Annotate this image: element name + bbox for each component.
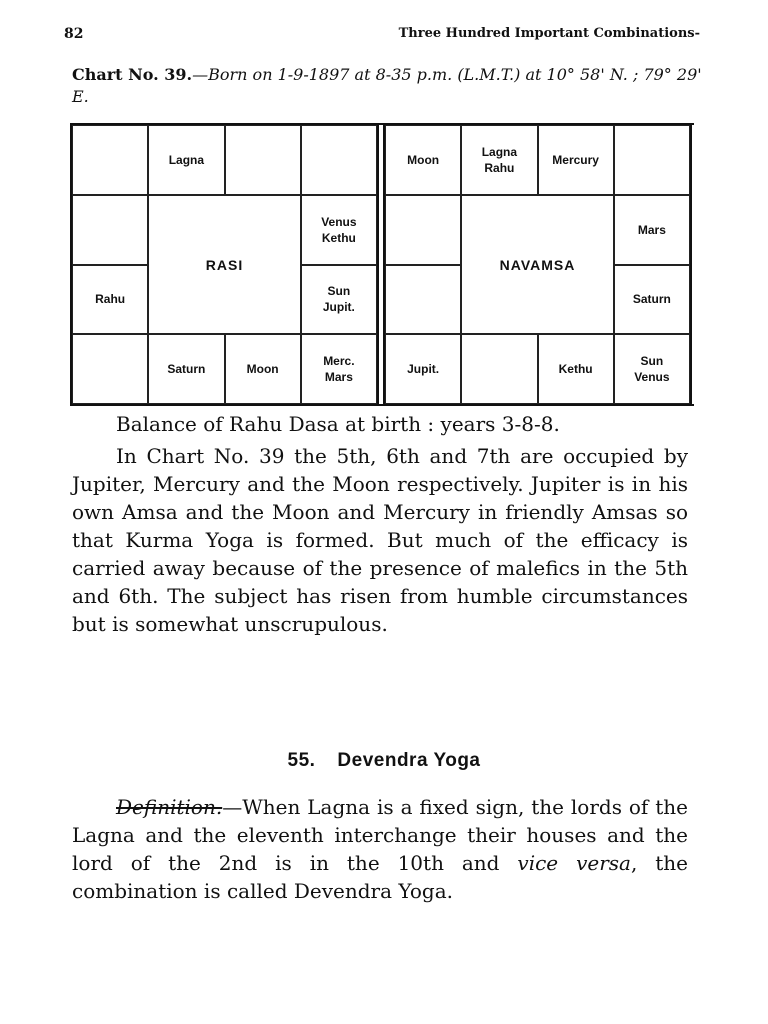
navamsa-house-r4c4: Sun Venus	[614, 334, 690, 404]
rasi-house-r1c1	[72, 125, 148, 195]
definition-label: Definition.	[116, 795, 223, 819]
navamsa-house-r1c4	[614, 125, 690, 195]
navamsa-house-r4c3: Kethu	[538, 334, 614, 404]
birth-details: —Born on 1-9-1897 at 8-35 p.m. (L.M.T.) at 10° 58' N. ; 79° 29' E.	[72, 65, 702, 106]
rasi-house-r1c3	[225, 125, 301, 195]
navamsa-house-r4c1: Jupit.	[385, 334, 461, 404]
rasi-center-label: RASI	[148, 195, 301, 335]
page-header	[64, 26, 700, 46]
definition-italic: vice versa	[517, 851, 631, 875]
rasi-house-r3c1: Rahu	[72, 265, 148, 335]
rasi-house-r4c4: Merc. Mars	[301, 334, 377, 404]
chart-paragraph: In Chart No. 39 the 5th, 6th and 7th are occupied by Jupiter, Mercury and the Moon respectively. Jupiter is in his own Amsa and the Moon and Mercury in friendly Amsas so that Kurma Yoga is formed. But much of the efficacy is carried away because of the presence of malefics in the 5th and 6th. The subject has risen from humble circumstances but is somewhat unscrupulous.	[72, 444, 688, 636]
navamsa-chart	[383, 125, 692, 404]
definition-block	[72, 793, 688, 905]
rasi-house-r4c3: Moon	[225, 334, 301, 404]
running-title: Three Hundred Important Combinations-	[398, 26, 700, 41]
navamsa-center-label: NAVAMSA	[461, 195, 614, 335]
rasi-house-r4c2: Saturn	[148, 334, 224, 404]
page-number: 82	[64, 26, 84, 42]
section-number: 55.	[287, 750, 316, 771]
section-title: Devendra Yoga	[337, 750, 481, 771]
chart-label: Chart No. 39.	[72, 65, 193, 84]
rasi-chart	[70, 125, 379, 404]
chart-caption	[72, 64, 702, 108]
chart-discussion	[72, 410, 688, 638]
definition-text-b: , the combination is called Devendra Yoga.	[72, 851, 688, 903]
rasi-house-r1c2: Lagna	[148, 125, 224, 195]
navamsa-house-r3c1	[385, 265, 461, 335]
rasi-house-r4c1	[72, 334, 148, 404]
rasi-house-r1c4	[301, 125, 377, 195]
navamsa-house-r1c1: Moon	[385, 125, 461, 195]
navamsa-house-r4c2	[461, 334, 537, 404]
navamsa-house-r3c4: Saturn	[614, 265, 690, 335]
definition-text-a: When Lagna is a fixed sign, the lords of the Lagna and the eleventh interchange their houses and the lord of the 2nd is in the 10th and	[72, 795, 688, 875]
navamsa-house-r2c1	[385, 195, 461, 265]
navamsa-house-r2c4: Mars	[614, 195, 690, 265]
rasi-house-r3c4: Sun Jupit.	[301, 265, 377, 335]
rasi-house-r2c1	[72, 195, 148, 265]
definition-paragraph	[72, 793, 688, 905]
section-heading	[0, 750, 768, 772]
navamsa-house-r1c2: Lagna Rahu	[461, 125, 537, 195]
dasa-balance: Balance of Rahu Dasa at birth : years 3-8-8.	[116, 412, 560, 436]
definition-dash: —	[222, 795, 243, 819]
horoscope-charts	[70, 123, 694, 406]
navamsa-house-r1c3: Mercury	[538, 125, 614, 195]
rasi-house-r2c4: Venus Kethu	[301, 195, 377, 265]
